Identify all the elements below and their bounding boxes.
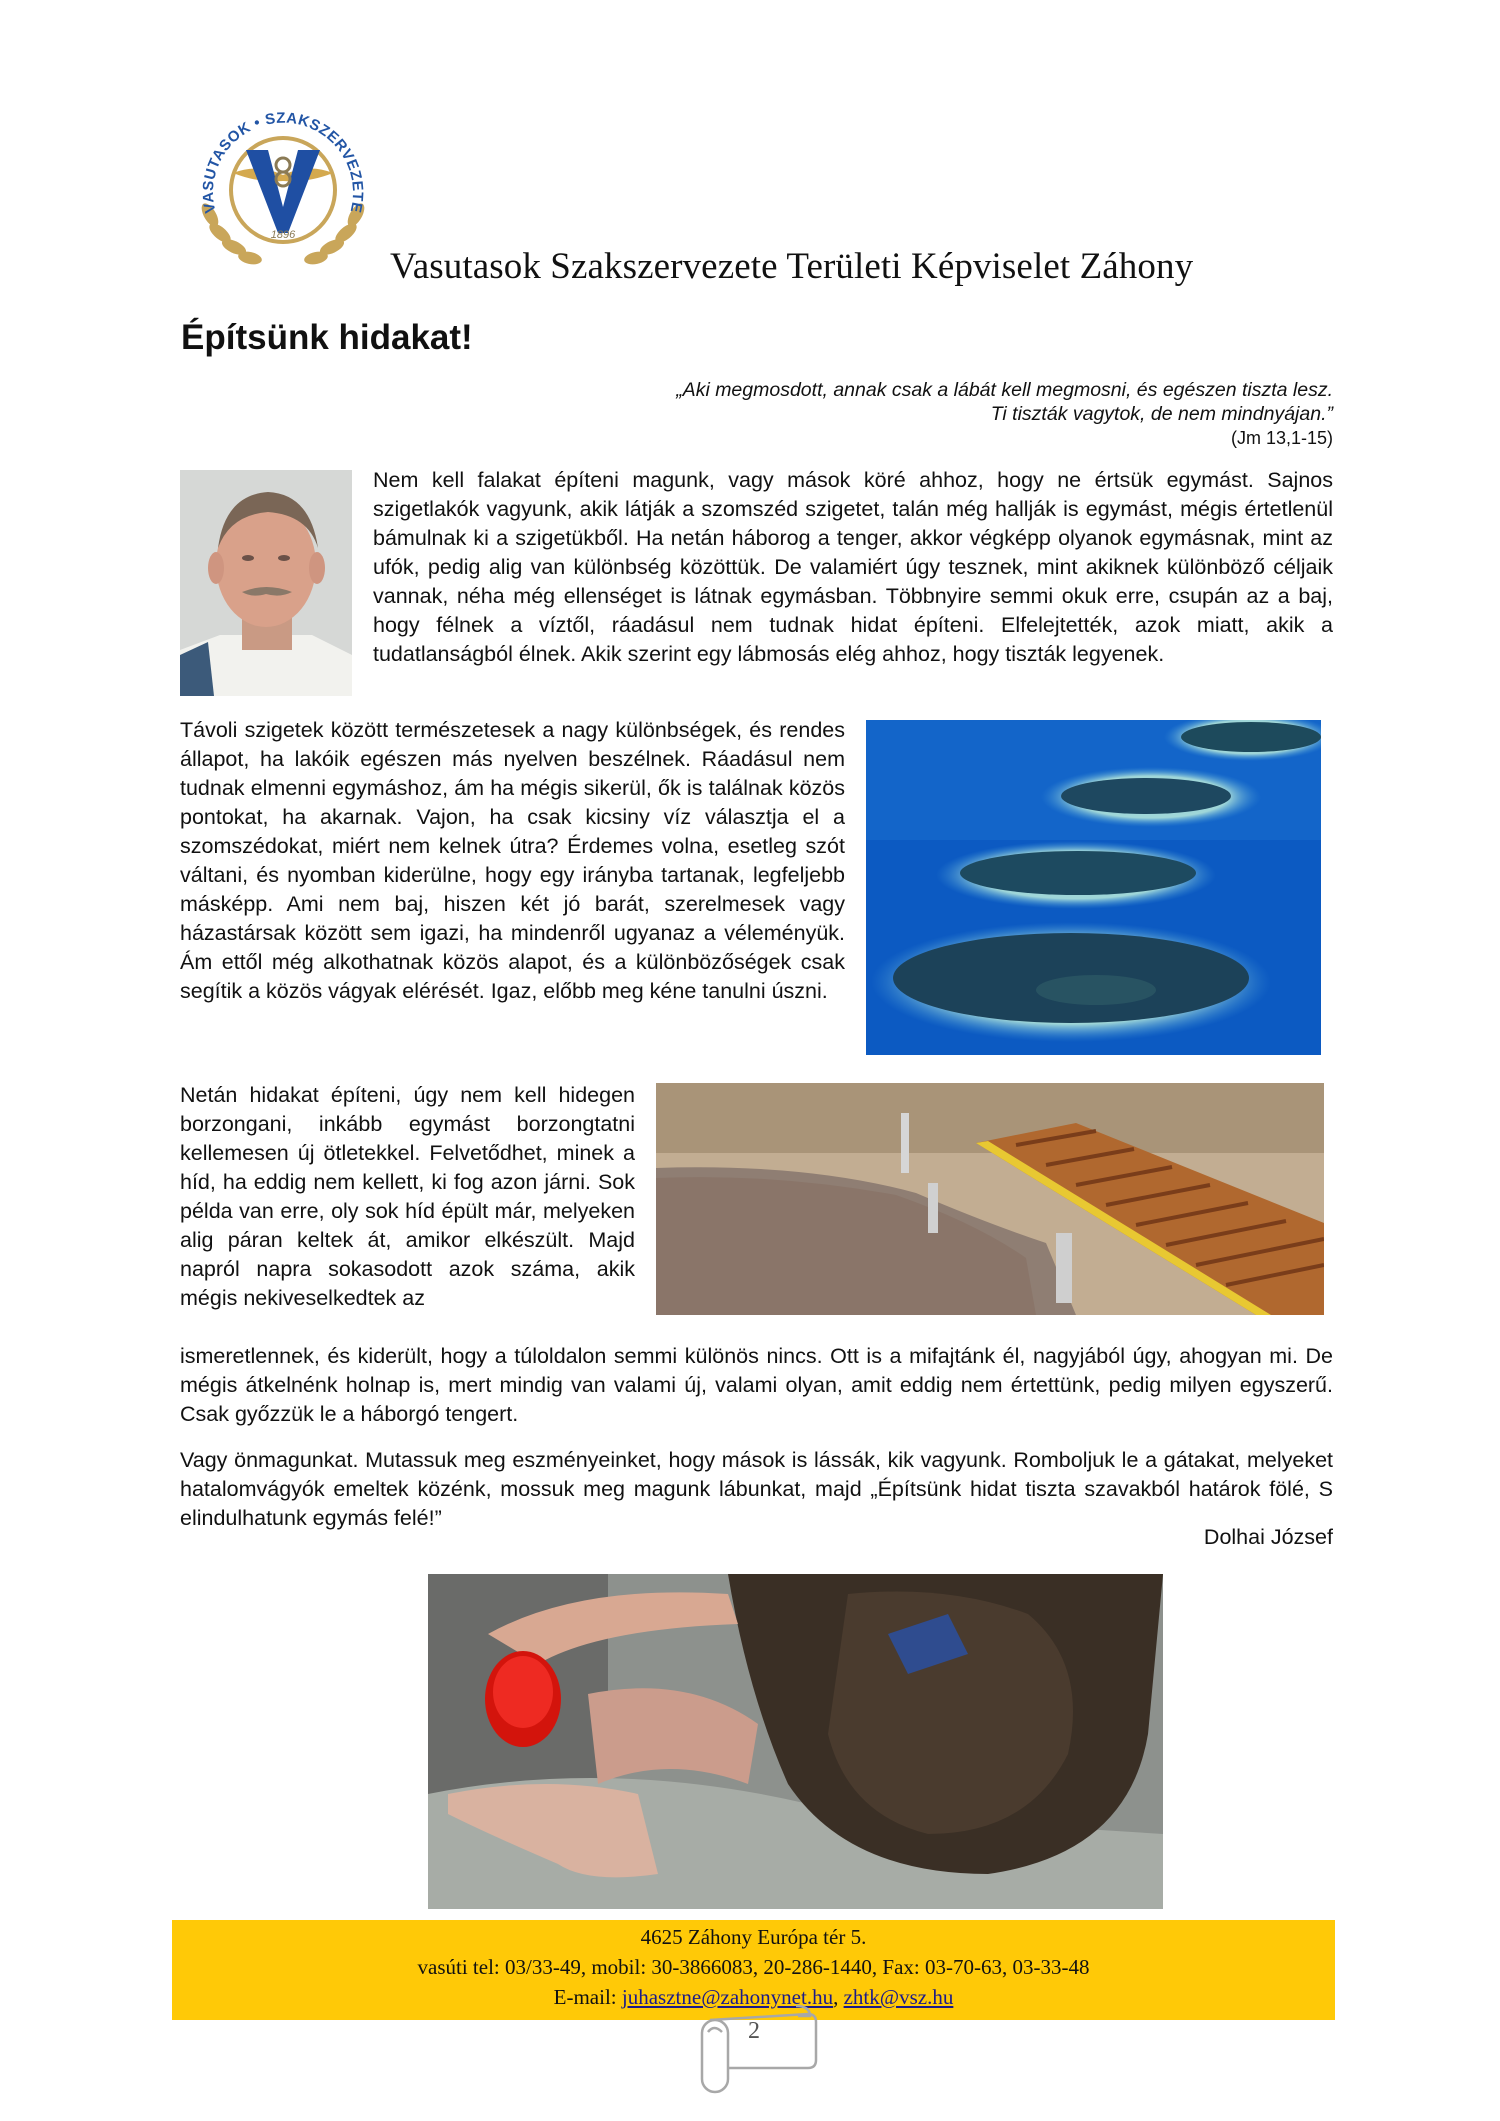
page-number-badge — [688, 2002, 828, 2097]
email-label: E-mail: — [553, 1985, 622, 2009]
email-link-juhasztne[interactable]: juhasztne@zahonynet.hu — [621, 1985, 834, 2009]
author-signature: Dolhai József — [1203, 1525, 1333, 1549]
email-link-zhtk[interactable]: zhtk@vsz.hu — [843, 1985, 954, 2009]
article-title: Építsünk hidakat! — [181, 318, 473, 357]
paragraph-1: Nem kell falakat építeni magunk, vagy mások köré ahhoz, hogy ne értsük egymást. Sajnos szigetlakók vagyunk, akik látják a szomszéd szigetet, talán még hallják is egymást, mégis értetlenül bámulnak ki a szigetükből. Ha netán háborog a tenger, akkor végképp olyanok egymásnak, mint az ufók, pedig alig van különbség közöttük. De valamiért úgy tesznek, mint akiknek különböző céljaik vannak, néha még ellenséget is látnak egymásban. Többnyire semmi okuk erre, csupán az a baj, hogy félnek a víztől, ráadásul nem tudnak hidat építeni. Elfelejtették, azok miatt, akik a tudatlanságból élnek. Akik szerint egy lábmosás elég ahhoz, hogy tiszták legyenek. — [373, 468, 1333, 666]
islands-photo — [866, 720, 1321, 1055]
footer-phones: vasúti tel: 03/33-49, mobil: 30-3866083, 20-286-1440, Fax: 03-70-63, 03-33-48 — [417, 1955, 1090, 1979]
footer-address: 4625 Záhony Európa tér 5. — [640, 1925, 867, 1949]
union-logo — [188, 95, 378, 275]
paragraph-4: Vagy önmagunkat. Mutassuk meg eszményeinket, hogy mások is lássák, kik vagyunk. Romboljuk le a gátakat, melyeket hatalomvágyók emeltek közénk, mossuk meg magunk lábunkat, majd „Építsünk hidat tiszta szavakból határok fölé, S elindulhatunk egymás felé!” — [180, 1448, 1333, 1530]
quote-line-2: Ti tiszták vagytok, de nem mindnyájan.” — [990, 403, 1333, 425]
svg-text:VASUTASOK • SZAKSZERVEZETE: VASUTASOK • SZAKSZERVEZETE — [199, 109, 367, 215]
footer-contact-info — [172, 1922, 1335, 2012]
paragraph-3-part-2: ismeretlennek, és kiderült, hogy a túloldalon semmi különös nincs. Ott is a mifajtánk él, nagyjából úgy, ahogyan mi. De mégis átkelnénk holnap is, mert mindig van valami új, valami olyan, amit eddig nem értettünk, pedig milyen egyszerű. Csak győzzük le a háborgó tengert. — [180, 1344, 1333, 1426]
page-number: 2 — [748, 2018, 760, 2044]
paragraph-3-part-1: Netán hidakat építeni, úgy nem kell hidegen borzongani, inkább egymást borzongtatni kellemesen új ötletekkel. Felvetődhet, minek a híd, ha eddig nem kellett, ki fog azon járni. Sok példa van erre, oly sok híd épült már, melyeken alig páran keltek át, amikor elkészült. Majd napról napra sokasodott azok száma, akik mégis nekiveselkedtek az — [180, 1083, 635, 1310]
bridge-construction-icon — [656, 1083, 1324, 1315]
svg-text:1896: 1896 — [270, 229, 296, 241]
bridge-photo — [656, 1083, 1324, 1315]
organization-title: Vasutasok Szakszervezete Területi Képviselet Záhony — [390, 246, 1194, 287]
aerial-islands-icon — [866, 720, 1321, 1055]
logo-seal-icon — [188, 95, 378, 275]
author-photo — [180, 470, 352, 696]
portrait-icon — [180, 470, 352, 696]
quote-reference: (Jm 13,1-15) — [1230, 428, 1333, 448]
epigraph-quote — [513, 378, 1333, 450]
foot-washing-photo — [428, 1574, 1163, 1909]
email-separator: , — [833, 1985, 844, 2009]
foot-washing-icon — [428, 1574, 1163, 1909]
quote-line-1: „Aki megmosdott, annak csak a lábát kell megmosni, és egészen tiszta lesz. — [676, 379, 1333, 401]
scroll-icon — [688, 2002, 828, 2097]
paragraph-2: Távoli szigetek között természetesek a nagy különbségek, és rendes állapot, ha lakóik egészen más nyelven beszélnek. Ráadásul nem tudnak elmenni egymáshoz, ám ha mégis sikerül, ők is találnak közös pontokat, ha akarnak. Vajon, ha csak kicsiny víz választja el a szomszédokat, miért nem kelnek útra? Érdemes volna, esetleg szót váltani, és nyomban kiderülne, hogy egy irányba tartanak, legfeljebb másképp. Ami nem baj, hiszen két jó barát, szerelmesek vagy házastársak között sem igazi, ha mindenről ugyanaz a véleményük. Ám ettől még alkothatnak közös alapot, és a különbözőségek csak segítik a közös vágyak elérését. Igaz, előbb meg kéne tanulni úszni. — [180, 718, 845, 1003]
